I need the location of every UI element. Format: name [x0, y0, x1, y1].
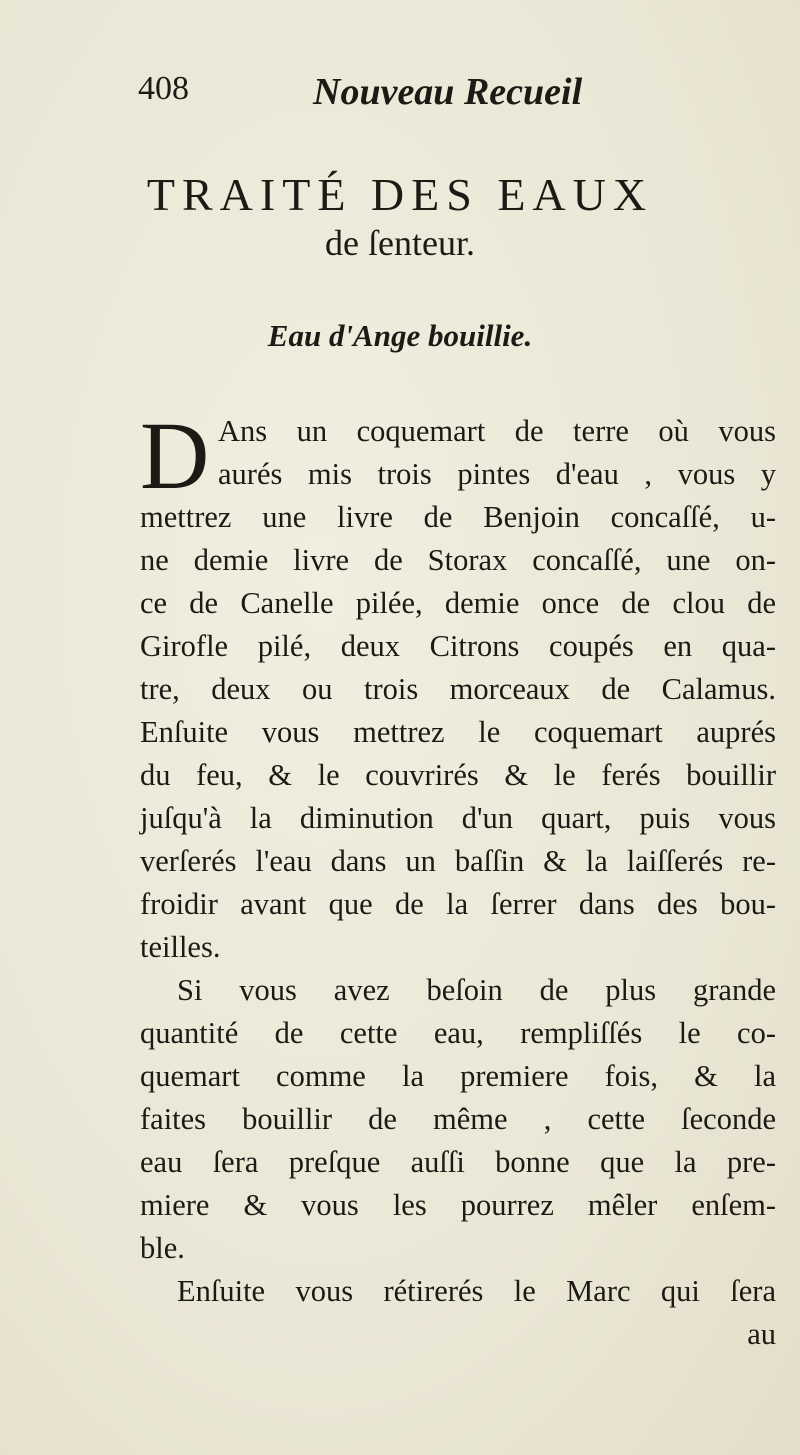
drop-cap: D: [140, 402, 210, 509]
section-heading: Eau d'Ange bouillie.: [267, 318, 533, 353]
text-line: froidir avant que de la ſerrer dans des bou-: [140, 887, 776, 921]
text-line: aurés mis trois pintes d'eau , vous y: [218, 457, 776, 491]
text-line: tre, deux ou trois morceaux de Calamus.: [140, 672, 776, 706]
text-line: eau ſera preſque auſſi bonne que la pre-: [140, 1145, 776, 1179]
text-line: ce de Canelle pilée, demie once de clou de: [140, 586, 776, 620]
text-line: faites bouillir de même , cette ſeconde: [140, 1102, 776, 1136]
text-line: juſqu'à la diminution d'un quart, puis vous: [140, 801, 776, 835]
body-text: [140, 402, 776, 1356]
text-line: mettrez une livre de Benjoin concaſſé, u-: [140, 500, 776, 534]
page-header: [138, 70, 698, 120]
text-line: quantité de cette eau, rempliſſés le co-: [140, 1016, 776, 1050]
catchword: au: [747, 1317, 776, 1351]
text-line: teilles.: [140, 930, 221, 964]
text-line: ble.: [140, 1231, 185, 1265]
text-line: miere & vous les pourrez mêler enſem-: [140, 1188, 776, 1222]
text-line: Enſuite vous mettrez le coquemart auprés: [140, 715, 776, 749]
text-line: quemart comme la premiere fois, & la: [140, 1059, 776, 1093]
text-line: du feu, & le couvrirés & le ferés bouillir: [140, 758, 776, 792]
text-line: Enſuite vous rétirerés le Marc qui ſera: [177, 1274, 776, 1308]
text-line: Ans un coquemart de terre où vous: [218, 414, 776, 448]
running-head: Nouveau Recueil: [313, 71, 583, 113]
chapter-subtitle: de ſenteur.: [325, 223, 475, 263]
text-line: Si vous avez beſoin de plus grande: [177, 973, 776, 1007]
text-line: verſerés l'eau dans un baſſin & la laiſſerés re-: [140, 844, 776, 878]
text-line: ne demie livre de Storax concaſſé, une on-: [140, 543, 776, 577]
chapter-title: TRAITÉ DES EAUX: [146, 169, 654, 220]
page-number: 408: [138, 70, 189, 107]
text-line: Girofle pilé, deux Citrons coupés en qua-: [140, 629, 776, 663]
